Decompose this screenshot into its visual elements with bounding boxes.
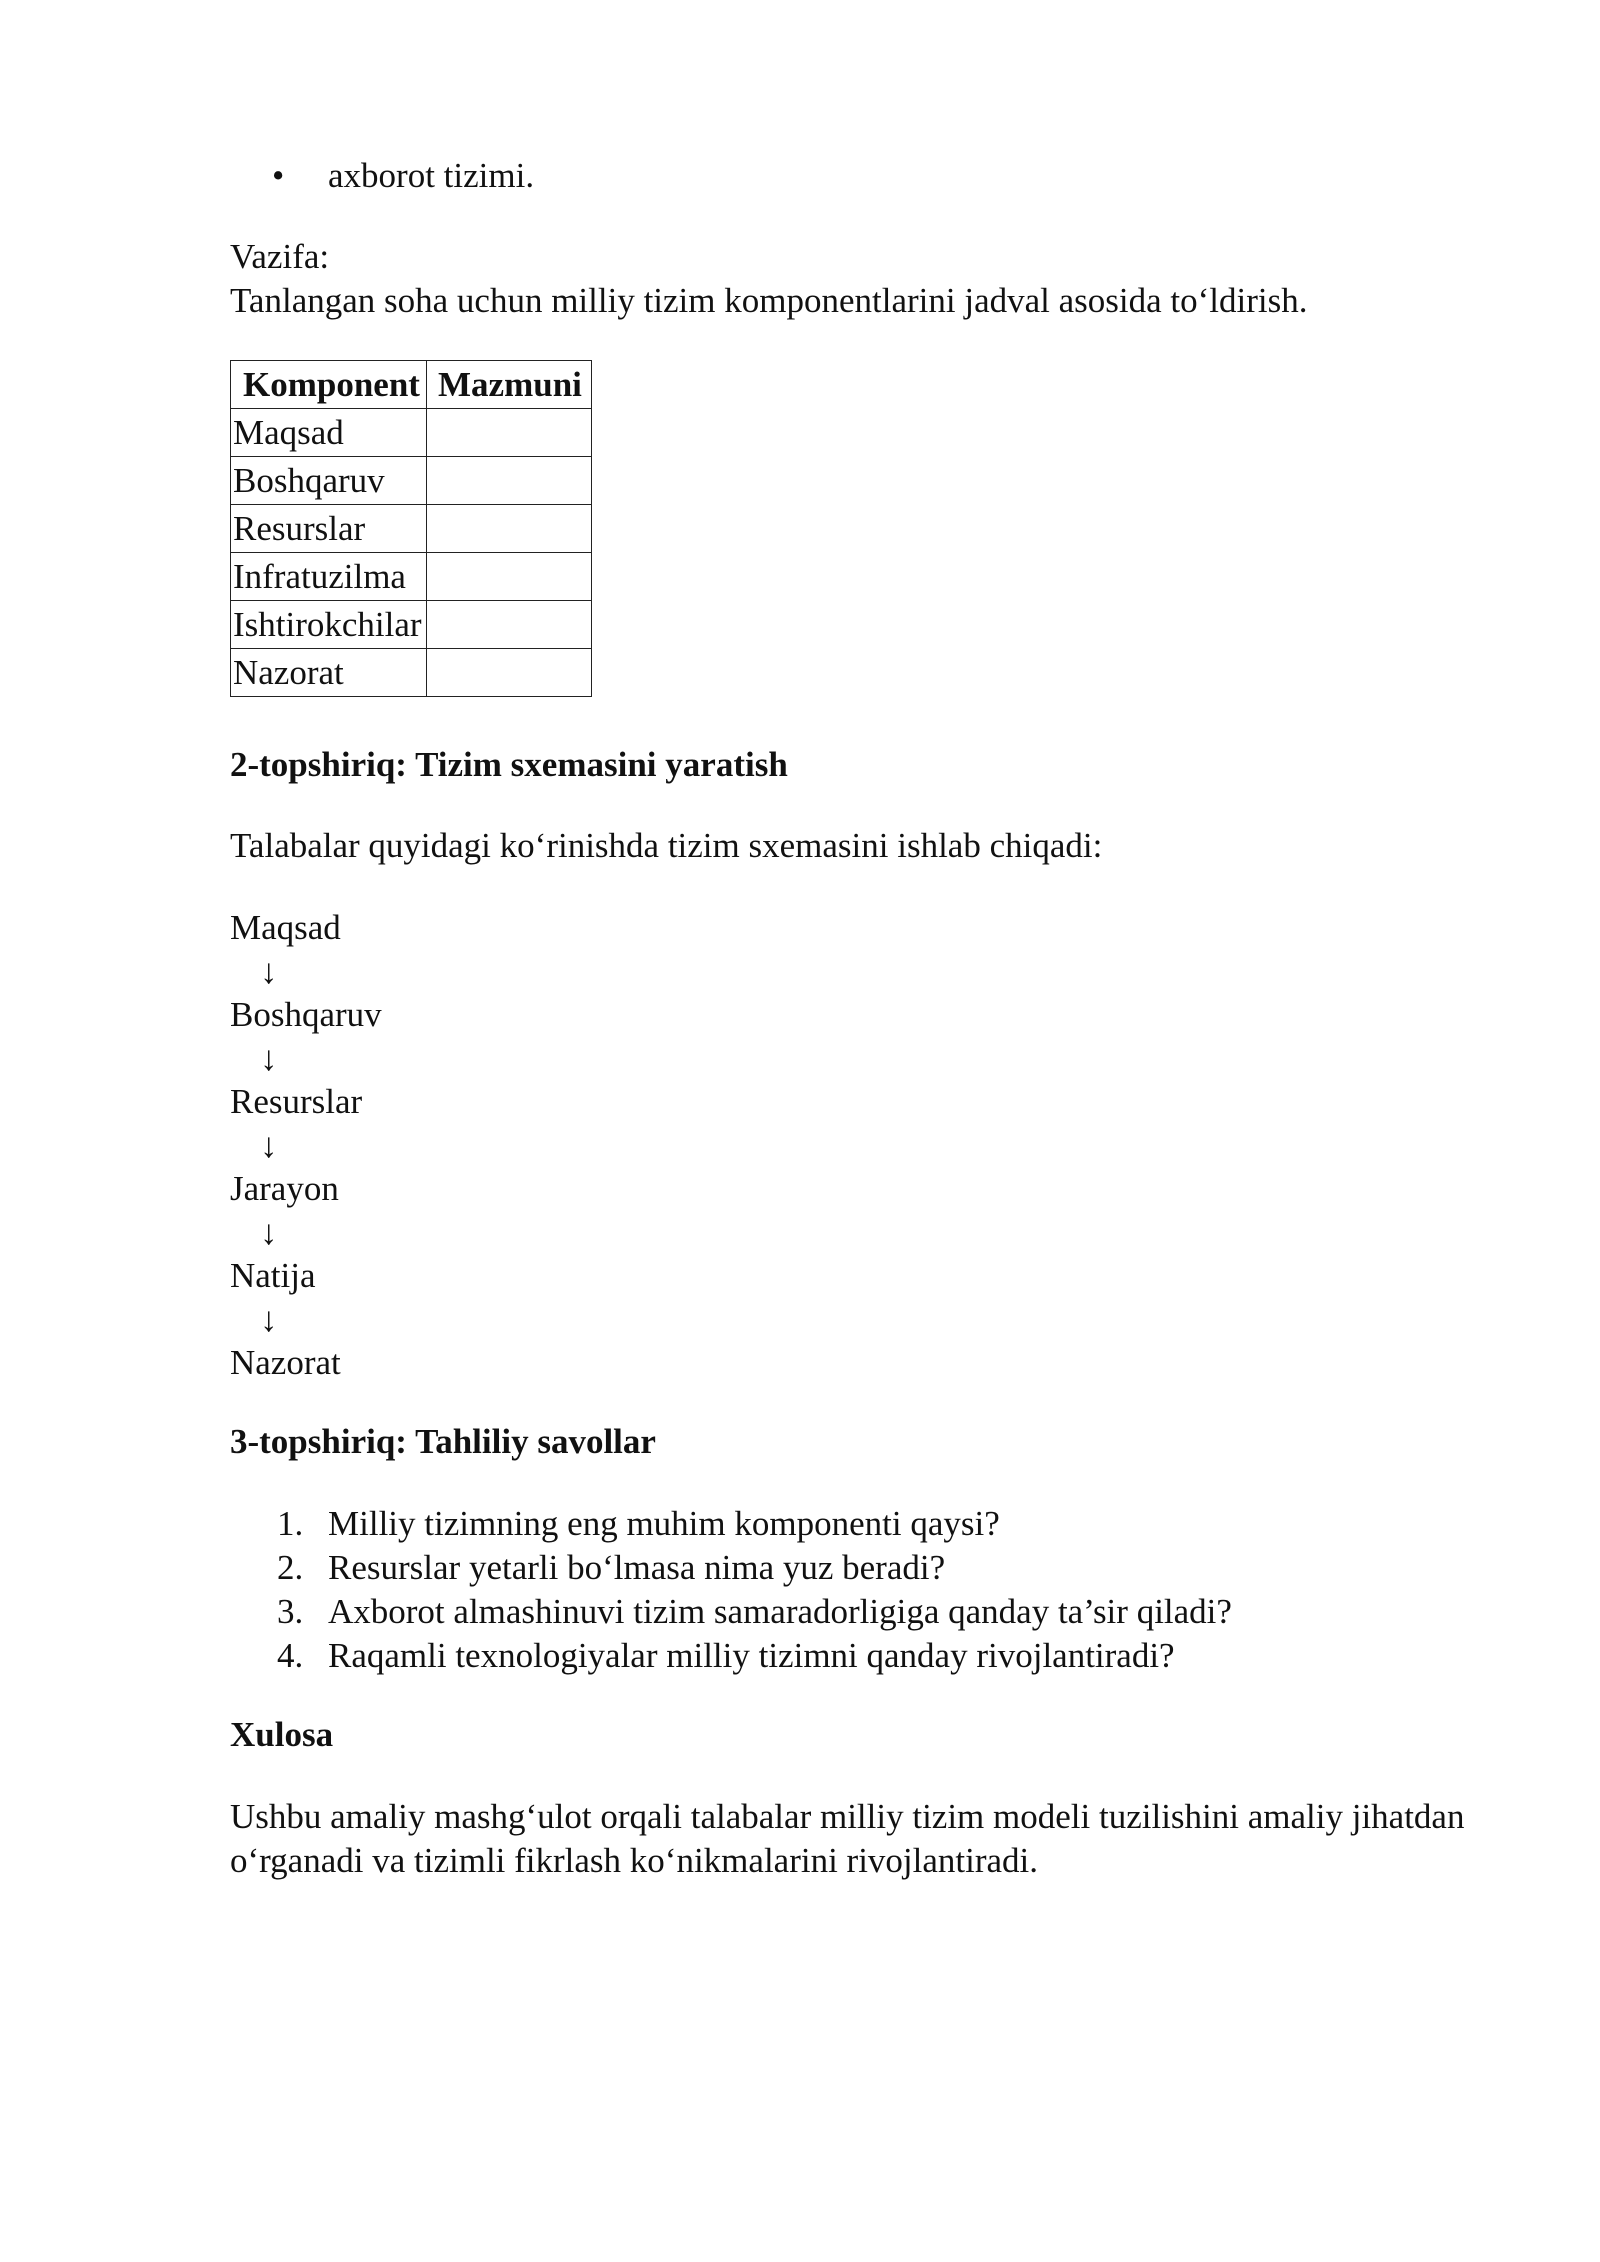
questions-list bbox=[277, 1502, 1232, 1678]
table-row bbox=[231, 505, 592, 553]
table-cell-content bbox=[426, 553, 591, 601]
scheme-step: Boshqaruv bbox=[230, 995, 382, 1034]
down-arrow-icon: ↓ bbox=[260, 1039, 278, 1078]
table-cell-component: Nazorat bbox=[231, 649, 427, 697]
table-header-row bbox=[231, 361, 592, 409]
table-row bbox=[231, 649, 592, 697]
bullet-item: • axborot tizimi. bbox=[272, 154, 534, 198]
table-row bbox=[231, 553, 592, 601]
list-item bbox=[277, 1634, 1232, 1678]
components-table bbox=[230, 360, 592, 697]
table-cell-component: Infratuzilma bbox=[231, 553, 427, 601]
down-arrow-icon: ↓ bbox=[260, 1300, 278, 1339]
task-label: Vazifa: bbox=[230, 237, 330, 276]
table-header-content: Mazmuni bbox=[426, 361, 591, 409]
list-number: 4. bbox=[277, 1636, 304, 1675]
table-cell-component: Maqsad bbox=[231, 409, 427, 457]
scheme-step: Jarayon bbox=[230, 1169, 339, 1208]
table-cell-content bbox=[426, 409, 591, 457]
task2-heading: 2-topshiriq: Tizim sxemasini yaratish bbox=[230, 745, 788, 784]
list-item bbox=[277, 1502, 1232, 1546]
task-text: Tanlangan soha uchun milliy tizim komponentlarini jadval asosida to‘ldirish. bbox=[230, 281, 1308, 320]
conclusion-heading: Xulosa bbox=[230, 1715, 334, 1754]
scheme-step: Nazorat bbox=[230, 1343, 341, 1382]
table-header-component: Komponent bbox=[231, 361, 427, 409]
table-row bbox=[231, 457, 592, 505]
table-cell-component: Ishtirokchilar bbox=[231, 601, 427, 649]
scheme-step: Natija bbox=[230, 1256, 316, 1295]
bullet-list bbox=[272, 154, 534, 198]
conclusion-text: Ushbu amaliy mashg‘ulot orqali talabalar milliy tizim modeli tuzilishini amaliy jihatdan o‘rganadi va tizimli fikrlash ko‘nikmalarini rivojlantiradi. bbox=[230, 1797, 1465, 1880]
task2-intro: Talabalar quyidagi ko‘rinishda tizim sxemasini ishlab chiqadi: bbox=[230, 826, 1103, 865]
task-block bbox=[230, 235, 1450, 323]
list-number: 3. bbox=[277, 1592, 304, 1631]
list-item bbox=[277, 1590, 1232, 1634]
list-number: 1. bbox=[277, 1504, 304, 1543]
down-arrow-icon: ↓ bbox=[260, 1213, 278, 1252]
table-cell-content bbox=[426, 601, 591, 649]
system-scheme bbox=[230, 906, 382, 1385]
down-arrow-icon: ↓ bbox=[260, 1126, 278, 1165]
list-number: 2. bbox=[277, 1548, 304, 1587]
table-cell-content bbox=[426, 649, 591, 697]
table-row bbox=[231, 601, 592, 649]
scheme-step: Maqsad bbox=[230, 908, 341, 947]
scheme-step: Resurslar bbox=[230, 1082, 363, 1121]
question-text: Milliy tizimning eng muhim komponenti qaysi? bbox=[328, 1504, 1000, 1543]
table-row bbox=[231, 409, 592, 457]
table-cell-content bbox=[426, 457, 591, 505]
question-text: Axborot almashinuvi tizim samaradorligiga qanday ta’sir qiladi? bbox=[328, 1592, 1232, 1631]
table-cell-content bbox=[426, 505, 591, 553]
list-item bbox=[277, 1546, 1232, 1590]
table-cell-component: Boshqaruv bbox=[231, 457, 427, 505]
question-text: Raqamli texnologiyalar milliy tizimni qanday rivojlantiradi? bbox=[328, 1636, 1175, 1675]
down-arrow-icon: ↓ bbox=[260, 952, 278, 991]
task3-heading: 3-topshiriq: Tahliliy savollar bbox=[230, 1422, 656, 1461]
table-cell-component: Resurslar bbox=[231, 505, 427, 553]
question-text: Resurslar yetarli bo‘lmasa nima yuz beradi? bbox=[328, 1548, 946, 1587]
